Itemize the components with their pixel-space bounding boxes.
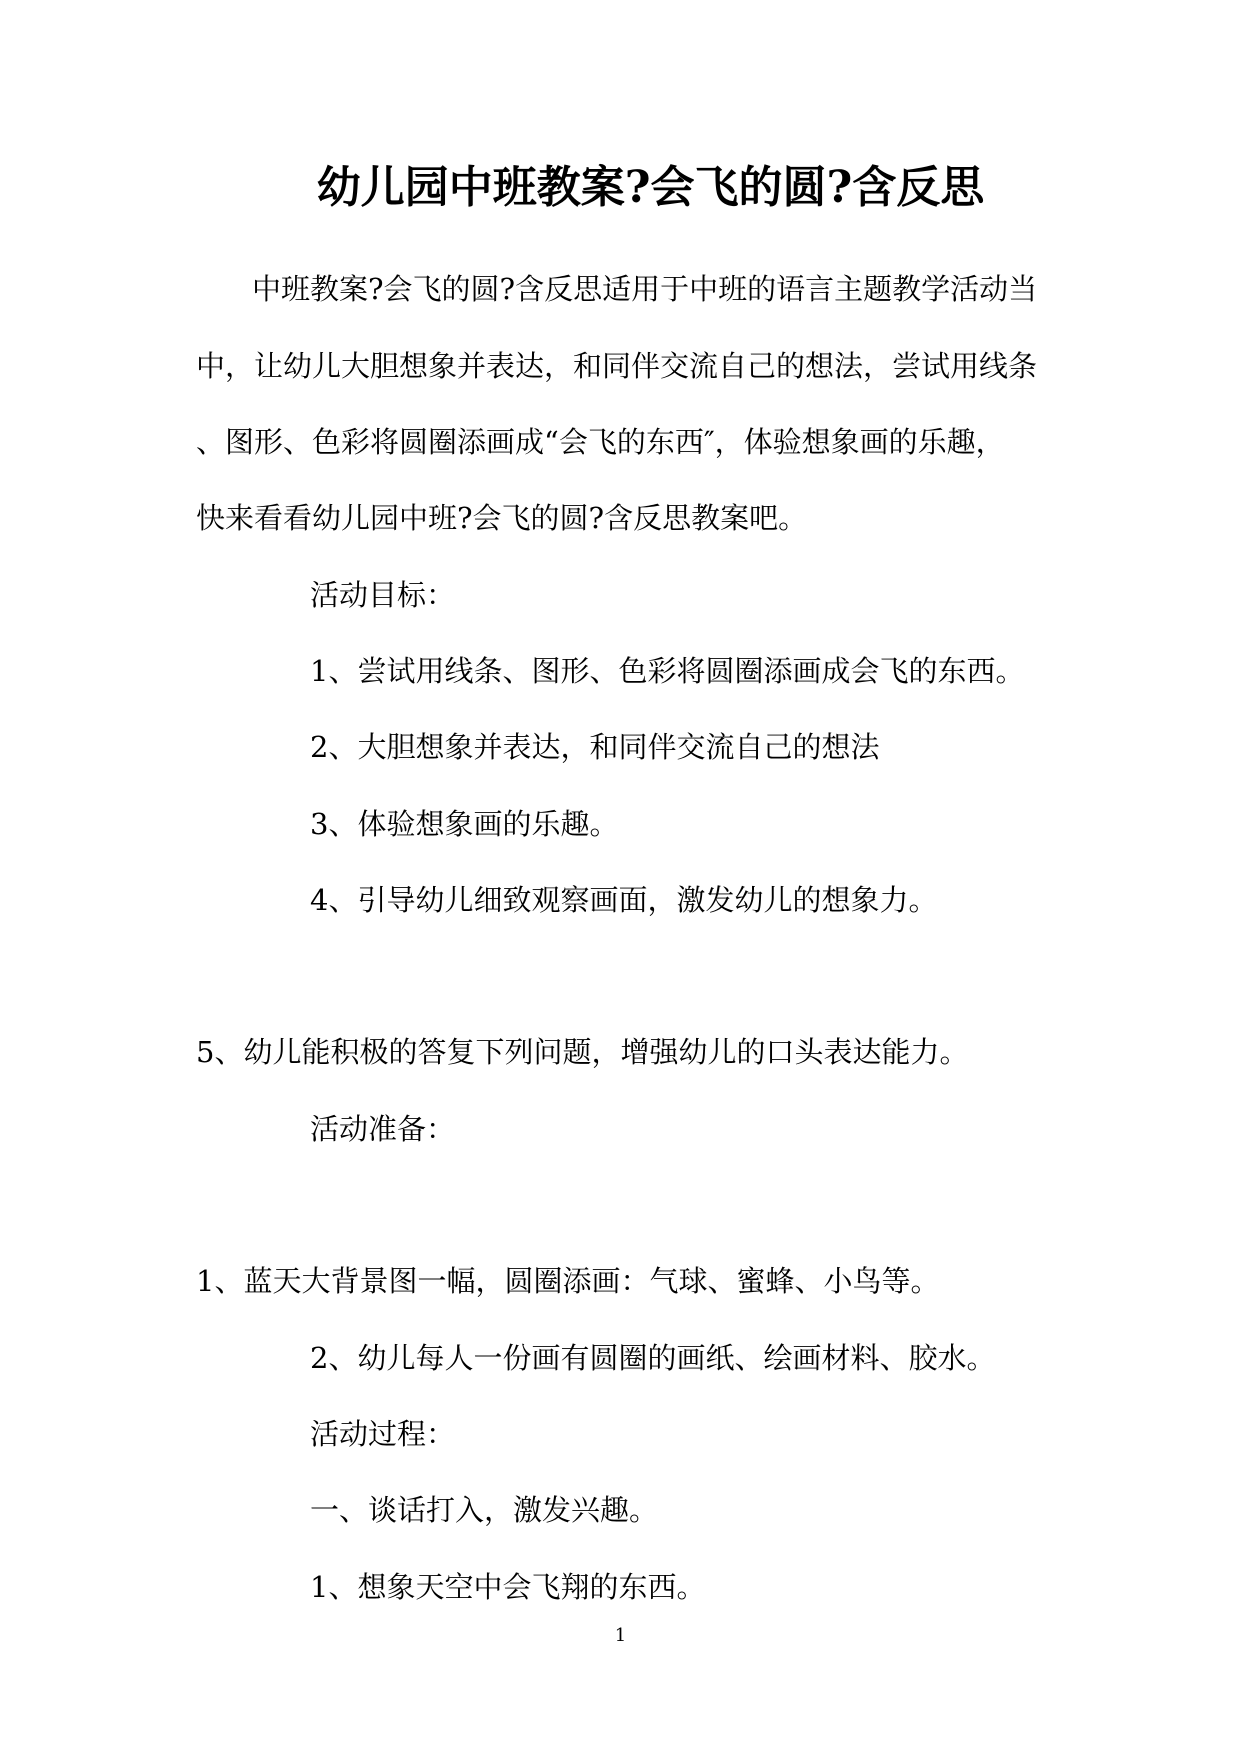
preparation-item-1: 1、蓝天大背景图一幅，圆圈添画：气球、蜜蜂、小鸟等。: [196, 1264, 940, 1298]
goal-item-5: 5、幼儿能积极的答复下列问题，增强幼儿的口头表达能力。: [196, 1035, 969, 1069]
goal-item-3: 3、体验想象画的乐趣。: [310, 807, 619, 841]
page-number: 1: [614, 1625, 627, 1646]
intro-line-1: 中班教案?会飞的圆?含反思适用于中班的语言主题教学活动当: [252, 272, 1038, 306]
section-heading-goals: 活动目标：: [310, 578, 456, 612]
intro-line-4: 快来看看幼儿园中班?会飞的圆?含反思教案吧。: [196, 501, 808, 535]
intro-line-3: 、图形、色彩将圆圈添画成“会飞的东西″，体验想象画的乐趣，: [196, 425, 1005, 459]
preparation-item-2: 2、幼儿每人一份画有圆圈的画纸、绘画材料、胶水。: [310, 1341, 996, 1375]
goal-item-4: 4、引导幼儿细致观察画面，激发幼儿的想象力。: [310, 883, 938, 917]
goal-item-2: 2、大胆想象并表达，和同伴交流自己的想法: [310, 730, 880, 764]
intro-line-2: 中，让幼儿大胆想象并表达，和同伴交流自己的想法，尝试用线条: [196, 349, 1038, 383]
process-step-1: 一、谈话打入，激发兴趣。: [310, 1493, 659, 1527]
section-heading-process: 活动过程：: [310, 1417, 456, 1451]
section-heading-preparation: 活动准备：: [310, 1112, 456, 1146]
document-title: 幼儿园中班教案?会飞的圆?含反思: [316, 162, 985, 213]
process-substep-1: 1、想象天空中会飞翔的东西。: [310, 1570, 706, 1604]
goal-item-1: 1、尝试用线条、图形、色彩将圆圈添画成会飞的东西。: [310, 654, 1025, 688]
